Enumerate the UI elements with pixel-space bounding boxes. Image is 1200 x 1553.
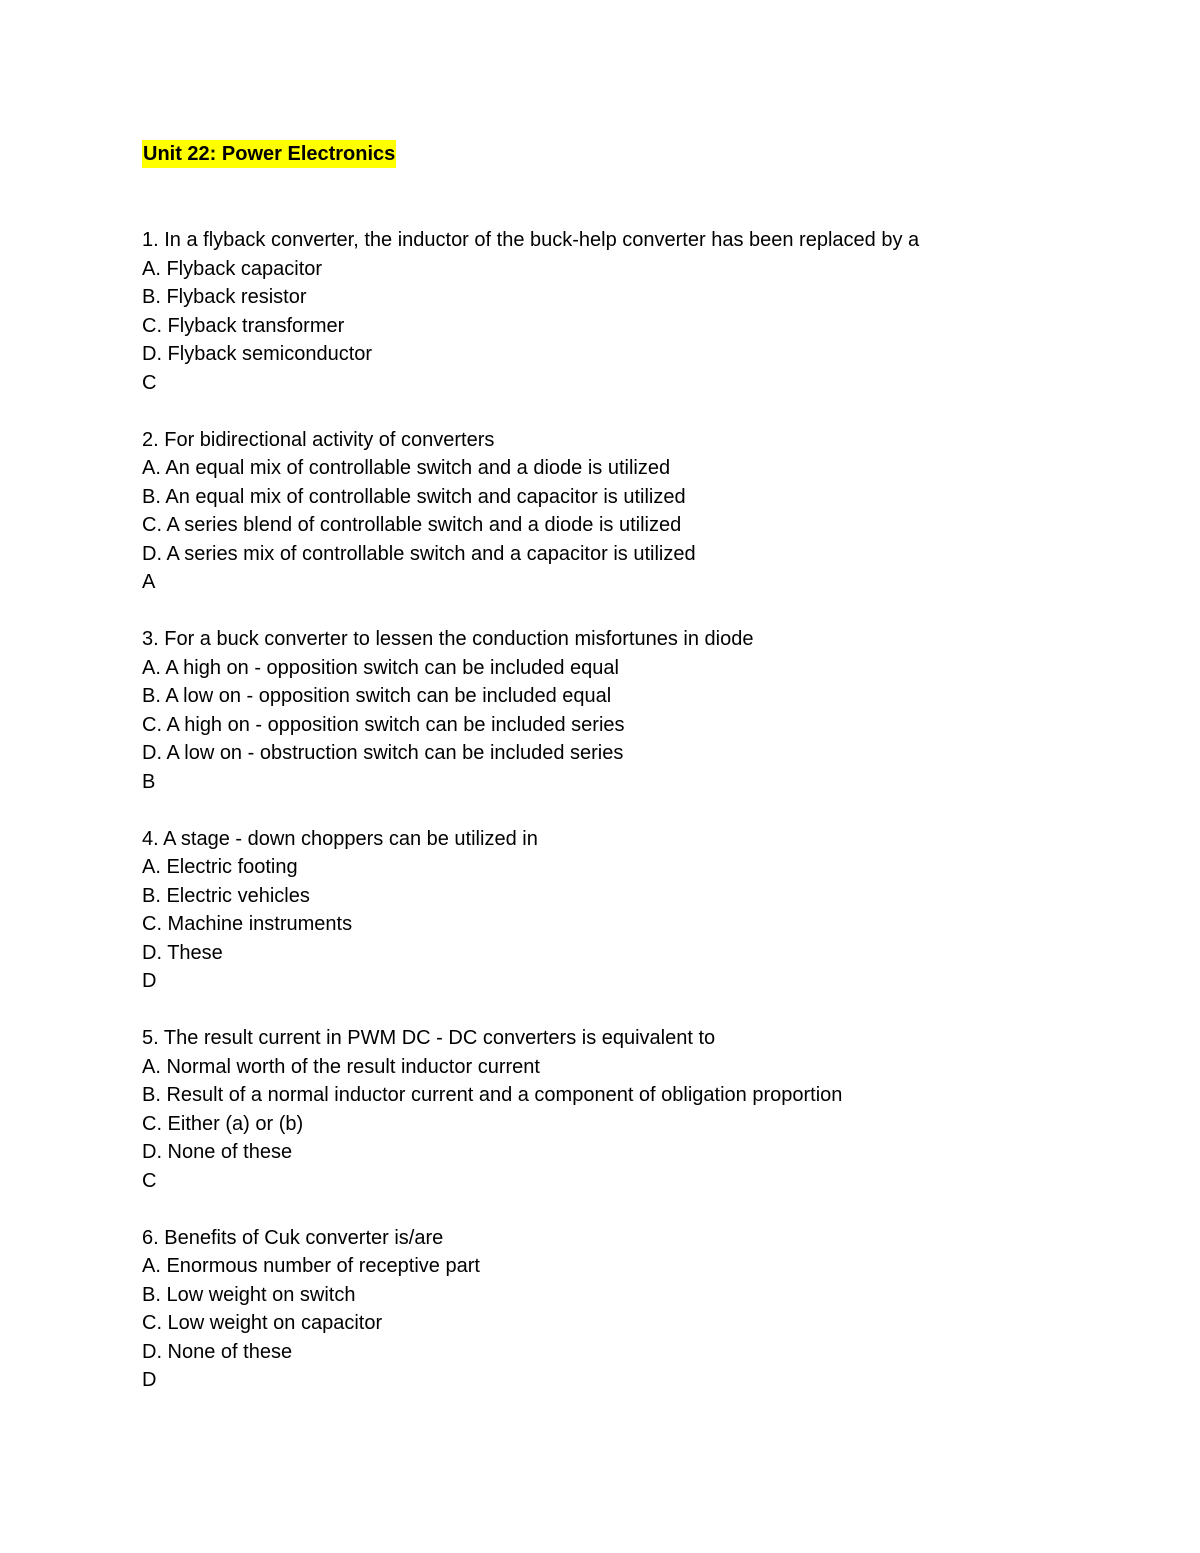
option-b: B. Flyback resistor	[142, 286, 307, 308]
option-b: B. Electric vehicles	[142, 884, 310, 907]
option-c: C. A series blend of controllable switch and a diode is utilized	[142, 514, 682, 536]
option-b: B. A low on - opposition switch can be included equal	[142, 685, 612, 707]
question-2	[142, 426, 1142, 626]
option-c: C. A high on - opposition switch can be included series	[142, 713, 625, 736]
document-title: Unit 22: Power Electronics	[142, 140, 396, 168]
spacer	[142, 796, 1142, 825]
option-c: C. Machine instruments	[142, 913, 353, 935]
question-prompt: 1. In a flyback converter, the inductor of the buck-help converter has been replaced by a	[142, 229, 920, 251]
option-d: D. A series mix of controllable switch and a capacitor is utilized	[142, 542, 696, 565]
answer: B	[142, 770, 156, 793]
question-5	[142, 1024, 1142, 1224]
answer: A	[142, 571, 156, 593]
option-c: C. Flyback transformer	[142, 314, 345, 337]
option-d: D. A low on - obstruction switch can be included series	[142, 742, 624, 764]
question-6	[142, 1224, 1142, 1395]
option-c: C. Low weight on capacitor	[142, 1312, 383, 1334]
option-b: B. Low weight on switch	[142, 1283, 356, 1306]
option-d: D. Flyback semiconductor	[142, 343, 373, 365]
question-1	[142, 226, 1142, 426]
answer: C	[142, 371, 157, 394]
spacer	[142, 397, 1142, 426]
option-a: A. Normal worth of the result inductor current	[142, 1055, 540, 1078]
option-a: A. Flyback capacitor	[142, 257, 323, 280]
option-a: A. A high on - opposition switch can be included equal	[142, 656, 619, 679]
answer: C	[142, 1169, 157, 1192]
answer: D	[142, 1369, 157, 1391]
option-a: A. Enormous number of receptive part	[142, 1255, 480, 1277]
question-prompt: 4. A stage - down choppers can be utilized in	[142, 827, 538, 850]
option-c: C. Either (a) or (b)	[142, 1112, 304, 1135]
question-prompt: 3. For a buck converter to lessen the conduction misfortunes in diode	[142, 628, 754, 650]
question-prompt: 5. The result current in PWM DC - DC converters is equivalent to	[142, 1027, 716, 1049]
spacer	[142, 996, 1142, 1025]
option-a: A. An equal mix of controllable switch and a diode is utilized	[142, 457, 671, 479]
question-prompt: 2. For bidirectional activity of converters	[142, 428, 495, 451]
option-d: D. None of these	[142, 1141, 293, 1163]
spacer	[142, 597, 1142, 626]
option-d: D. None of these	[142, 1340, 293, 1363]
answer: D	[142, 970, 157, 992]
option-b: B. An equal mix of controllable switch and capacitor is utilized	[142, 485, 686, 508]
question-4	[142, 825, 1142, 1025]
spacer	[142, 1195, 1142, 1224]
option-b: B. Result of a normal inductor current and a component of obligation proportion	[142, 1084, 843, 1106]
option-d: D. These	[142, 941, 223, 964]
question-prompt: 6. Benefits of Cuk converter is/are	[142, 1226, 444, 1249]
option-a: A. Electric footing	[142, 856, 298, 878]
question-3	[142, 625, 1142, 825]
question-list	[142, 226, 1142, 1395]
